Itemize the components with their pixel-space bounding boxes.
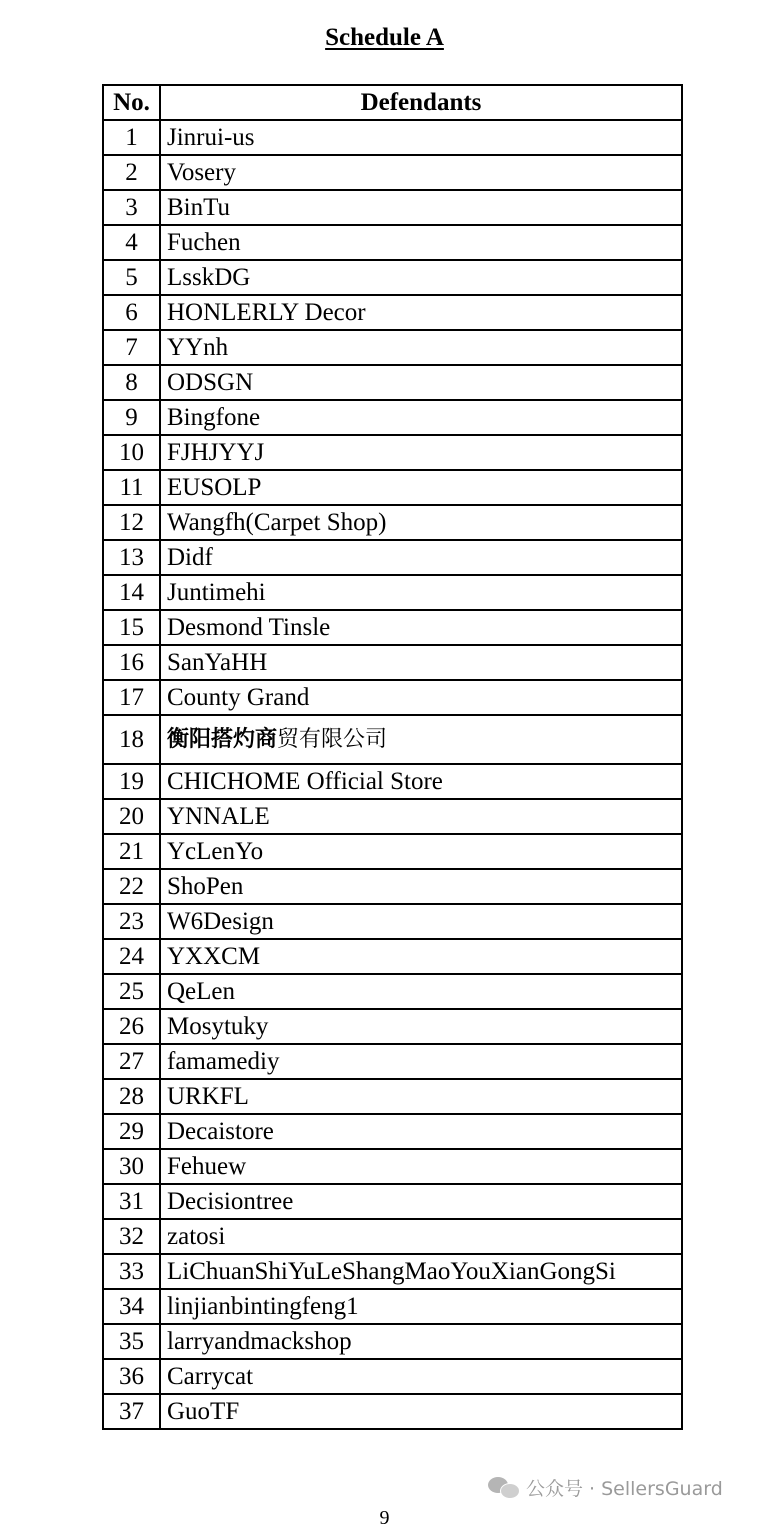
defendant-name: Desmond Tinsle xyxy=(160,610,682,645)
table-body xyxy=(103,120,682,1429)
table-row xyxy=(103,155,682,190)
table-row xyxy=(103,939,682,974)
defendant-name: QeLen xyxy=(160,974,682,1009)
row-number: 22 xyxy=(103,869,160,904)
row-number: 1 xyxy=(103,120,160,155)
defendant-name-bold-part: 衡阳搭灼商 xyxy=(167,727,278,752)
row-number: 10 xyxy=(103,435,160,470)
table-row xyxy=(103,1114,682,1149)
defendant-name: Wangfh(Carpet Shop) xyxy=(160,505,682,540)
table-row xyxy=(103,470,682,505)
row-number: 14 xyxy=(103,575,160,610)
defendant-name: W6Design xyxy=(160,904,682,939)
row-number: 17 xyxy=(103,680,160,715)
row-number: 33 xyxy=(103,1254,160,1289)
column-header-defendants: Defendants xyxy=(160,85,682,120)
table-row xyxy=(103,610,682,645)
row-number: 36 xyxy=(103,1359,160,1394)
row-number: 19 xyxy=(103,764,160,799)
defendant-name: larryandmackshop xyxy=(160,1324,682,1359)
row-number: 30 xyxy=(103,1149,160,1184)
row-number: 11 xyxy=(103,470,160,505)
defendant-name: Mosytuky xyxy=(160,1009,682,1044)
defendant-name: famamediy xyxy=(160,1044,682,1079)
defendants-table xyxy=(102,84,683,1430)
table-row xyxy=(103,680,682,715)
row-number: 26 xyxy=(103,1009,160,1044)
table-row xyxy=(103,645,682,680)
table-row xyxy=(103,540,682,575)
table-row xyxy=(103,330,682,365)
defendant-name: URKFL xyxy=(160,1079,682,1114)
defendant-name: Bingfone xyxy=(160,400,682,435)
defendant-name: YcLenYo xyxy=(160,834,682,869)
table-row xyxy=(103,225,682,260)
table-row xyxy=(103,1149,682,1184)
defendant-name: LsskDG xyxy=(160,260,682,295)
wechat-icon xyxy=(488,1475,520,1499)
defendant-name: Fuchen xyxy=(160,225,682,260)
table-row xyxy=(103,505,682,540)
defendant-name: County Grand xyxy=(160,680,682,715)
row-number: 32 xyxy=(103,1219,160,1254)
table-row xyxy=(103,435,682,470)
table-row xyxy=(103,715,682,764)
row-number: 24 xyxy=(103,939,160,974)
watermark-text: 公众号 · SellersGuard xyxy=(526,1477,723,1500)
row-number: 9 xyxy=(103,400,160,435)
row-number: 15 xyxy=(103,610,160,645)
defendant-name: SanYaHH xyxy=(160,645,682,680)
defendant-name: YXXCM xyxy=(160,939,682,974)
defendant-name: EUSOLP xyxy=(160,470,682,505)
page-number: 9 xyxy=(379,1507,390,1529)
defendant-name: zatosi xyxy=(160,1219,682,1254)
defendant-name-regular-part: 贸有限公司 xyxy=(277,727,388,752)
watermark xyxy=(488,1472,723,1502)
table-row xyxy=(103,869,682,904)
table-row xyxy=(103,1079,682,1114)
row-number: 34 xyxy=(103,1289,160,1324)
defendant-name: FJHJYYJ xyxy=(160,435,682,470)
defendant-name: Jinrui-us xyxy=(160,120,682,155)
defendant-name: YNNALE xyxy=(160,799,682,834)
defendant-name: BinTu xyxy=(160,190,682,225)
table-row xyxy=(103,190,682,225)
row-number: 18 xyxy=(103,715,160,764)
row-number: 5 xyxy=(103,260,160,295)
table-row xyxy=(103,764,682,799)
row-number: 3 xyxy=(103,190,160,225)
table-header-row xyxy=(103,85,682,120)
table-row xyxy=(103,295,682,330)
row-number: 8 xyxy=(103,365,160,400)
table-row xyxy=(103,400,682,435)
row-number: 37 xyxy=(103,1394,160,1429)
row-number: 6 xyxy=(103,295,160,330)
defendant-name: Fehuew xyxy=(160,1149,682,1184)
defendant-name: Carrycat xyxy=(160,1359,682,1394)
defendant-name: LiChuanShiYuLeShangMaoYouXianGongSi xyxy=(160,1254,682,1289)
row-number: 31 xyxy=(103,1184,160,1219)
row-number: 7 xyxy=(103,330,160,365)
table-row xyxy=(103,365,682,400)
table-row xyxy=(103,974,682,1009)
table-row xyxy=(103,1184,682,1219)
table-row xyxy=(103,1009,682,1044)
defendant-name xyxy=(160,715,682,764)
defendant-name: YYnh xyxy=(160,330,682,365)
table-row xyxy=(103,120,682,155)
table-row xyxy=(103,1359,682,1394)
table-row xyxy=(103,1219,682,1254)
row-number: 29 xyxy=(103,1114,160,1149)
table-row xyxy=(103,575,682,610)
defendant-name: GuoTF xyxy=(160,1394,682,1429)
row-number: 12 xyxy=(103,505,160,540)
row-number: 35 xyxy=(103,1324,160,1359)
defendant-name: Decaistore xyxy=(160,1114,682,1149)
row-number: 28 xyxy=(103,1079,160,1114)
defendant-name: ShoPen xyxy=(160,869,682,904)
table-row xyxy=(103,1289,682,1324)
defendant-name: Vosery xyxy=(160,155,682,190)
table-row xyxy=(103,1044,682,1079)
defendant-name: CHICHOME Official Store xyxy=(160,764,682,799)
row-number: 20 xyxy=(103,799,160,834)
table-row xyxy=(103,799,682,834)
row-number: 13 xyxy=(103,540,160,575)
defendant-name: HONLERLY Decor xyxy=(160,295,682,330)
table-row xyxy=(103,260,682,295)
table-row xyxy=(103,1254,682,1289)
table-row xyxy=(103,1324,682,1359)
table-row xyxy=(103,834,682,869)
table-row xyxy=(103,904,682,939)
column-header-no: No. xyxy=(103,85,160,120)
row-number: 23 xyxy=(103,904,160,939)
row-number: 21 xyxy=(103,834,160,869)
defendant-name: ODSGN xyxy=(160,365,682,400)
row-number: 4 xyxy=(103,225,160,260)
page-title: Schedule A xyxy=(325,24,444,51)
defendant-name: Decisiontree xyxy=(160,1184,682,1219)
defendant-name: Juntimehi xyxy=(160,575,682,610)
row-number: 27 xyxy=(103,1044,160,1079)
row-number: 16 xyxy=(103,645,160,680)
defendant-name: Didf xyxy=(160,540,682,575)
row-number: 2 xyxy=(103,155,160,190)
defendant-name: linjianbintingfeng1 xyxy=(160,1289,682,1324)
table-row xyxy=(103,1394,682,1429)
row-number: 25 xyxy=(103,974,160,1009)
